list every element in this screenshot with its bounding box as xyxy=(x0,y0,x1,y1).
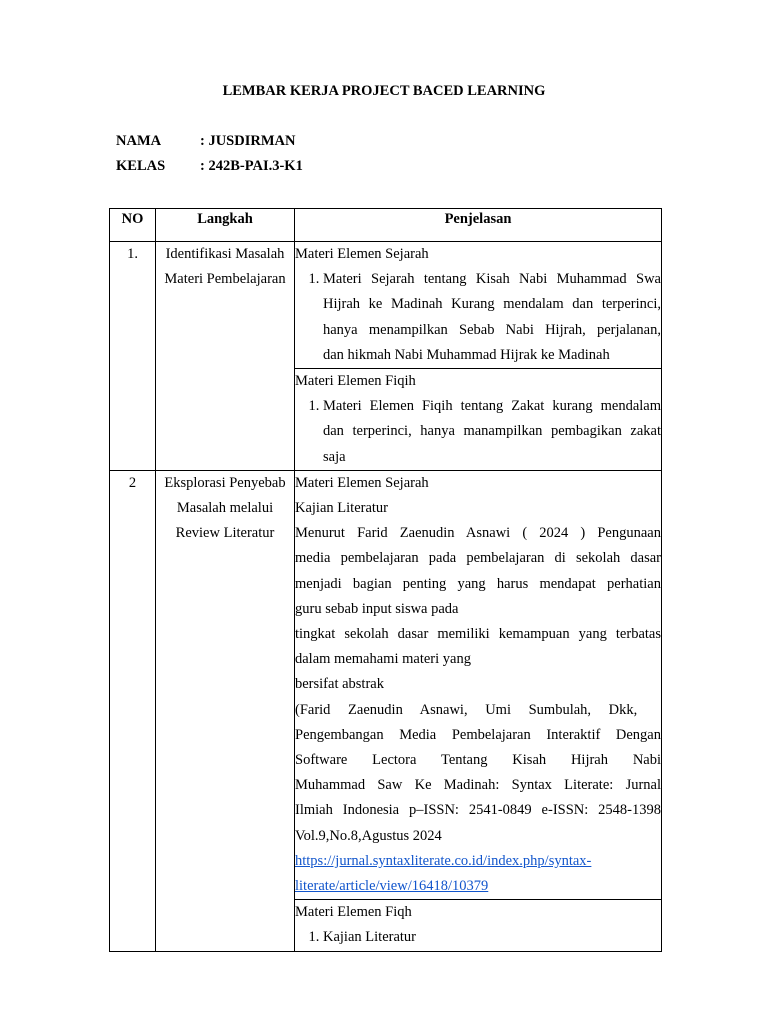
class-row xyxy=(116,158,303,175)
text-line: (Farid Zaenudin Asnawi, Umi Sumbulah, Dkk, xyxy=(295,701,638,718)
page-title: LEMBAR KERJA PROJECT BACED LEARNING xyxy=(222,83,546,99)
text-line: bersifat abstrak xyxy=(295,676,384,693)
text-line: Vol.9,No.8,Agustus 2024 xyxy=(295,827,442,844)
header-no: NO xyxy=(110,209,156,242)
row1-sejarah-cell xyxy=(295,242,662,369)
row2-step: Eksplorasi Penyebab Masalah melalui Review Literatur xyxy=(156,470,295,951)
worksheet-table xyxy=(109,208,662,952)
list-item xyxy=(323,394,661,470)
name-value: : JUSDIRMAN xyxy=(200,133,296,149)
row1-no: 1. xyxy=(110,242,156,471)
row2-sejarah-heading: Materi Elemen Sejarah xyxy=(295,474,429,491)
row1-fiqih-heading: Materi Elemen Fiqih xyxy=(295,373,416,390)
text-line: guru sebab input siswa pada xyxy=(295,600,459,617)
text-line: hanya menampilkan Sebab Nabi Hijrah, perjalanan, xyxy=(323,321,661,338)
link-line[interactable]: https://jurnal.syntaxliterate.co.id/index.php/syntax- xyxy=(295,852,592,869)
text-line: Menurut Farid Zaenudin Asnawi ( 2024 ) Pengunaan xyxy=(295,525,661,542)
class-label: KELAS xyxy=(116,158,166,174)
class-value: : 242B-PAI.3-K1 xyxy=(200,158,303,174)
table-row xyxy=(110,470,662,899)
link-line[interactable]: literate/article/view/16418/10379 xyxy=(295,878,489,895)
text-line: media pembelajaran pada pembelajaran di sekolah dasar xyxy=(295,550,661,567)
table-row xyxy=(110,242,662,369)
row1-fiqih-cell xyxy=(295,369,662,471)
text-line: Ilmiah Indonesia p–ISSN: 2541-0849 e-ISSN: 2548-1398 xyxy=(295,802,661,819)
row1-step: Identifikasi Masalah Materi Pembelajaran xyxy=(156,242,295,471)
row2-sejarah-cell xyxy=(295,470,662,899)
name-row xyxy=(116,133,295,150)
text-line: saja xyxy=(323,448,346,465)
row1-fiqih-list xyxy=(295,394,661,470)
text-line: Hijrah ke Madinah Kurang mendalam dan terperinci, xyxy=(323,296,661,313)
text-line: Pengembangan Media Pembelajaran Interaktif Dengan xyxy=(295,726,661,743)
text-line: menjadi bagian penting yang harus mendapat perhatian xyxy=(295,575,661,592)
row2-fiqh-heading: Materi Elemen Fiqh xyxy=(295,904,412,921)
reference-link[interactable] xyxy=(295,849,661,899)
row2-fiqh-cell xyxy=(295,900,662,951)
table-header-row xyxy=(110,209,662,242)
text-line: Muhammad Saw Ke Madinah: Syntax Literate: Jurnal xyxy=(295,777,661,794)
row2-kajian: Kajian Literatur xyxy=(295,500,388,517)
text-line: 1. Materi Sejarah tentang Kisah Nabi Muhammad Swa xyxy=(323,271,661,288)
list-item xyxy=(323,267,661,368)
header-explanation: Penjelasan xyxy=(295,209,662,242)
name-label: NAMA xyxy=(116,133,162,149)
row1-sejarah-list xyxy=(295,267,661,368)
row1-sejarah-heading: Materi Elemen Sejarah xyxy=(295,246,429,262)
text-line: tingkat sekolah dasar memiliki kemampuan yang terbatas xyxy=(295,626,661,643)
text-line: dan terperinci, hanya manampilkan pembagikan zakat xyxy=(323,423,661,440)
text-line: 1. Materi Elemen Fiqih tentang Zakat kurang mendalam xyxy=(323,398,661,415)
row2-no: 2 xyxy=(110,470,156,951)
header-step: Langkah xyxy=(156,209,295,242)
text-line: dan hikmah Nabi Muhammad Hijrak ke Madinah xyxy=(323,346,610,363)
text-line: Software Lectora Tentang Kisah Hijrah Nabi xyxy=(295,752,661,769)
row2-fiqh-list xyxy=(295,925,661,950)
text-line: dalam memahami materi yang xyxy=(295,651,471,668)
list-item: 1. Kajian Literatur xyxy=(323,925,661,950)
